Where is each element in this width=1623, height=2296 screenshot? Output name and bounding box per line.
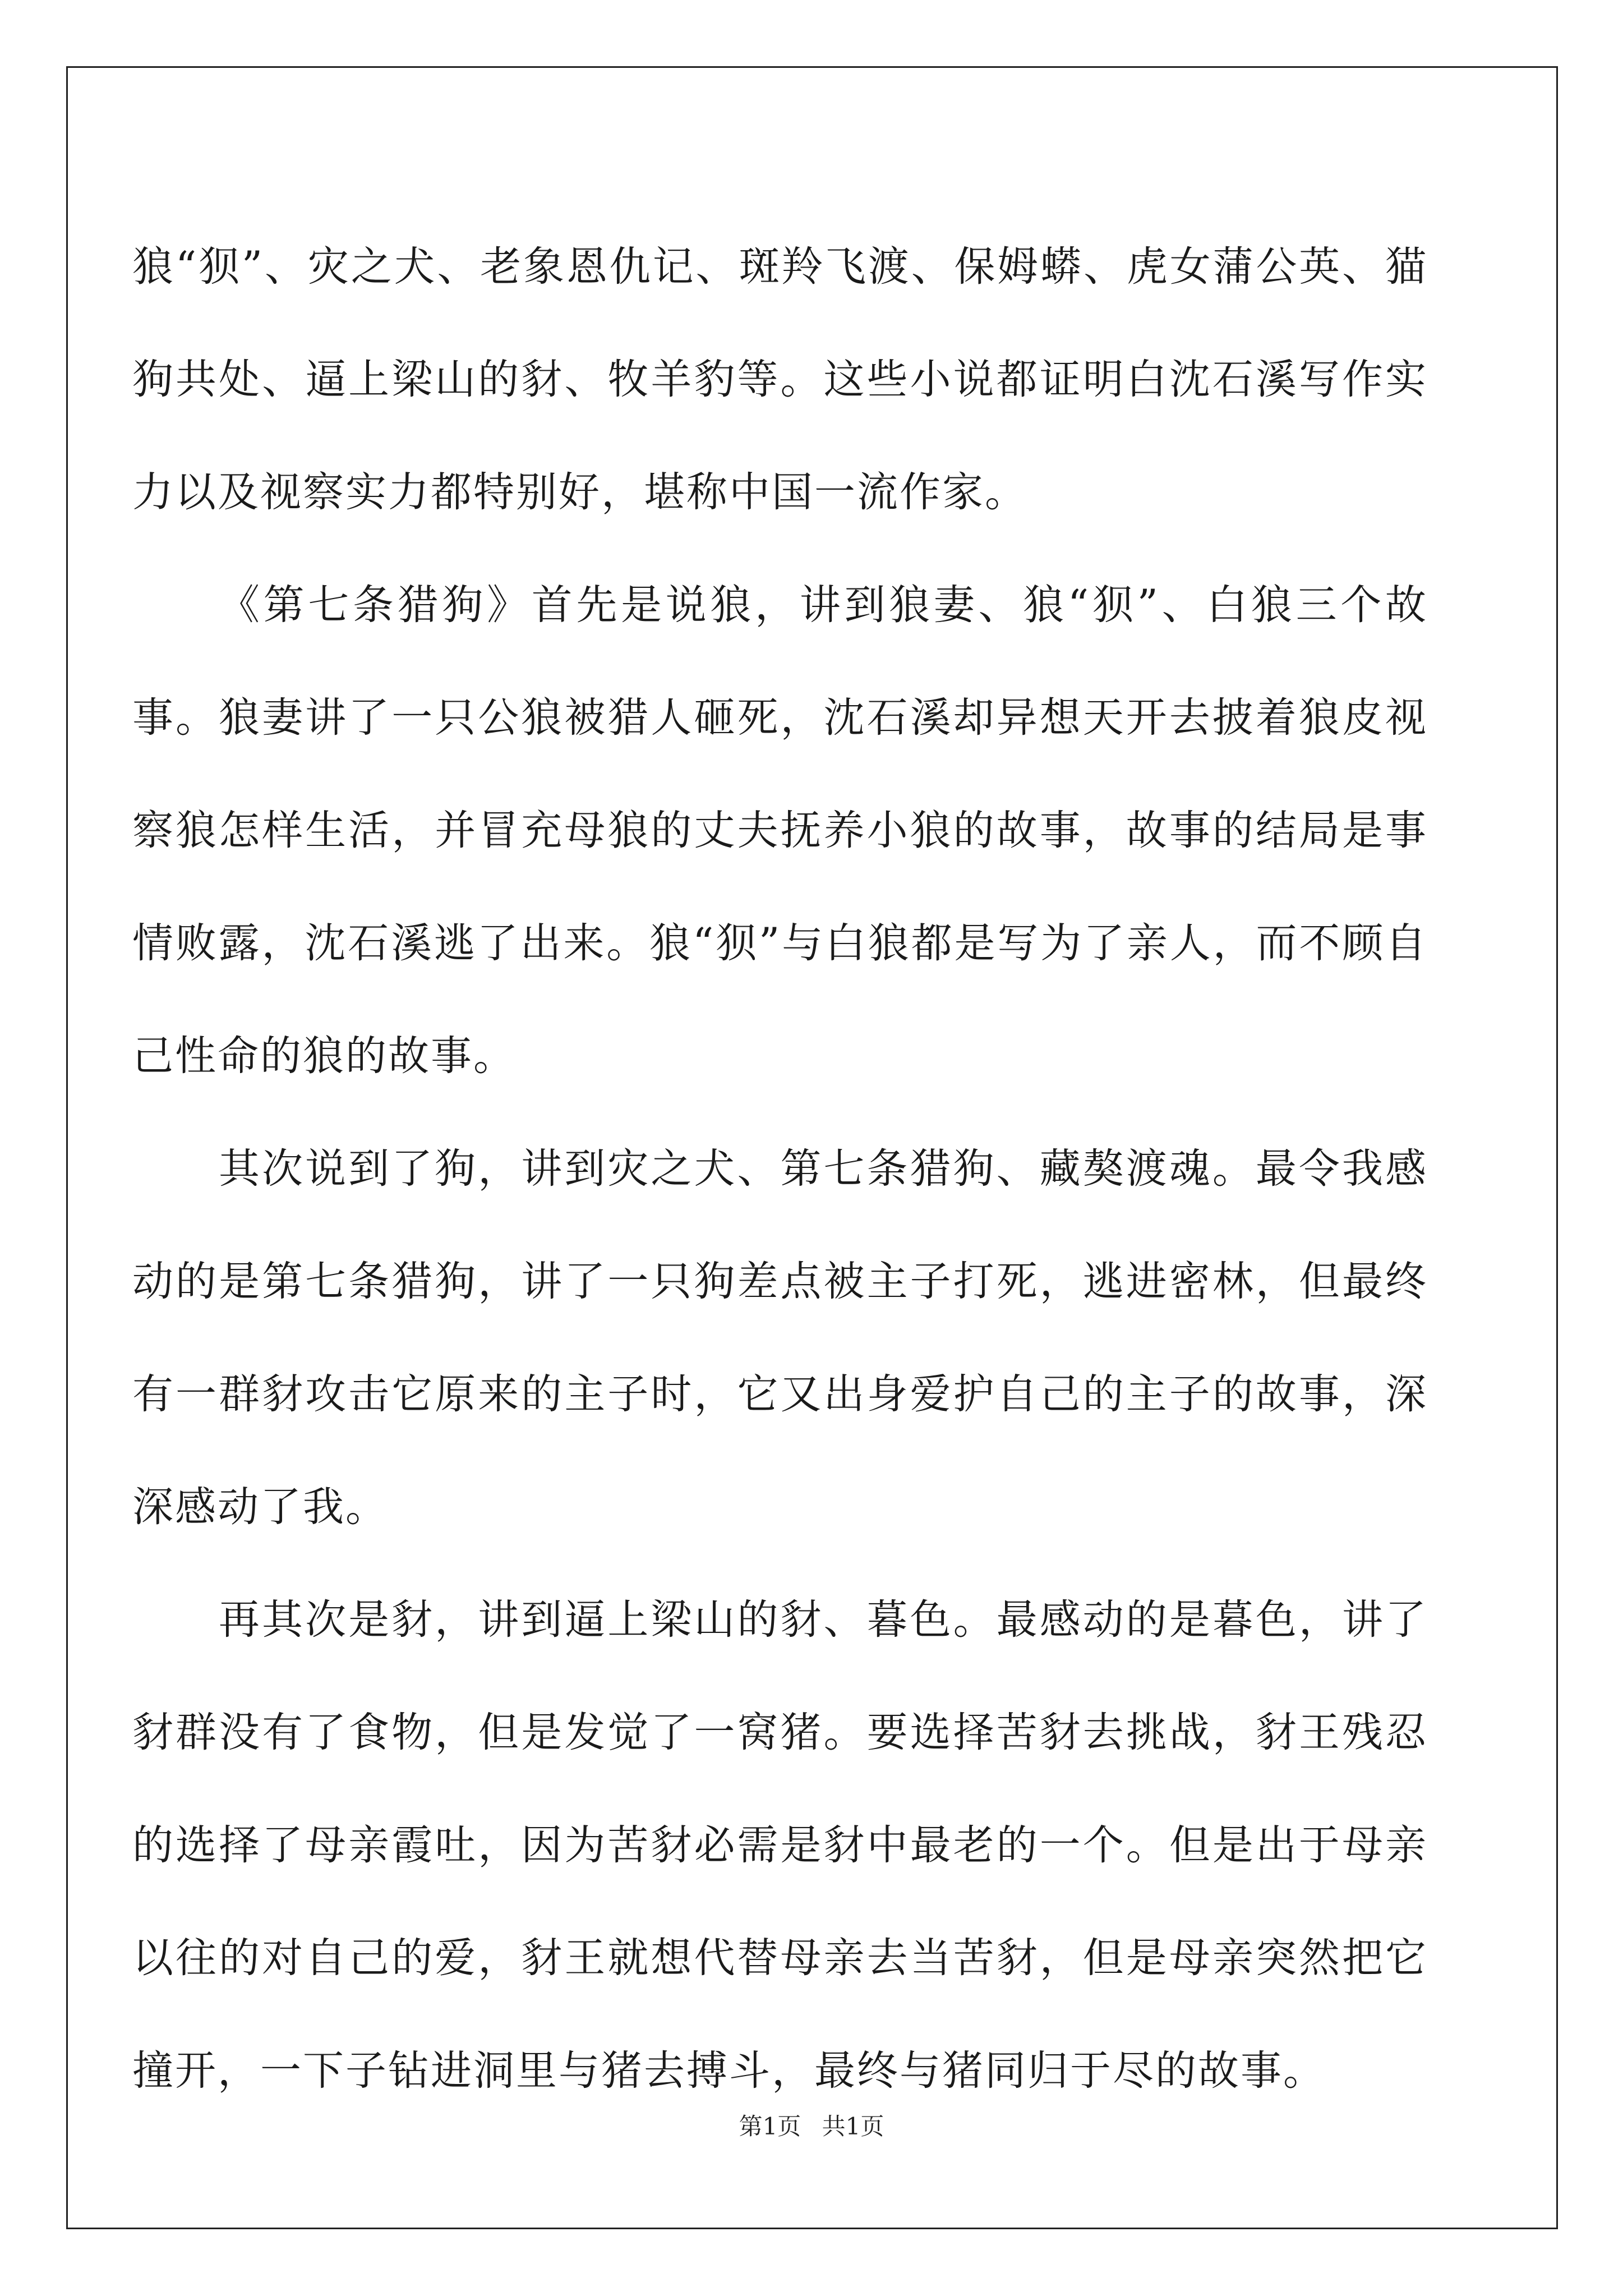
paragraph-2: 《第七条猎狗》首先是说狼，讲到狼妻、狼“狈”、白狼三个故事。狼妻讲了一只公狼被猎人砸死，沈石溪却异想天开去披着狼皮视察狼怎样生活，并冒充母狼的丈夫抚养小狼的故事，故事的结局是事情败露，沈石溪逃了出来。狼“狈”与白狼都是写为了亲人，而不顾自己性命的狼的故事。 bbox=[132, 581, 1428, 1080]
page-total: 共1页 bbox=[822, 2113, 884, 2140]
paragraph-4: 再其次是豺，讲到逼上梁山的豺、暮色。最感动的是暮色，讲了豺群没有了食物，但是发觉了一窝猪。要选择苦豺去挑战，豺王残忍的选择了母亲霞吐，因为苦豺必需是豺中最老的一个。但是出于母亲以往的对自己的爱，豺王就想代替母亲去当苦豺，但是母亲突然把它撞开，一下子钻进洞里与猪去搏斗，最终与猪同归于尽的故事。 bbox=[132, 1596, 1428, 2095]
page-number: 第1页 bbox=[739, 2113, 801, 2140]
document-body bbox=[132, 210, 1428, 2127]
page-footer bbox=[0, 2108, 1623, 2142]
paragraph-1: 狼“狈”、灾之犬、老象恩仇记、斑羚飞渡、保姆蟒、虎女蒲公英、猫狗共处、逼上梁山的豺、牧羊豹等。这些小说都证明白沈石溪写作实力以及视察实力都特别好，堪称中国一流作家。 bbox=[132, 243, 1428, 516]
paragraph-3: 其次说到了狗，讲到灾之犬、第七条猎狗、藏獒渡魂。最令我感动的是第七条猎狗，讲了一只狗差点被主子打死，逃进密林，但最终有一群豺攻击它原来的主子时，它又出身爱护自己的主子的故事，深深感动了我。 bbox=[132, 1145, 1428, 1531]
